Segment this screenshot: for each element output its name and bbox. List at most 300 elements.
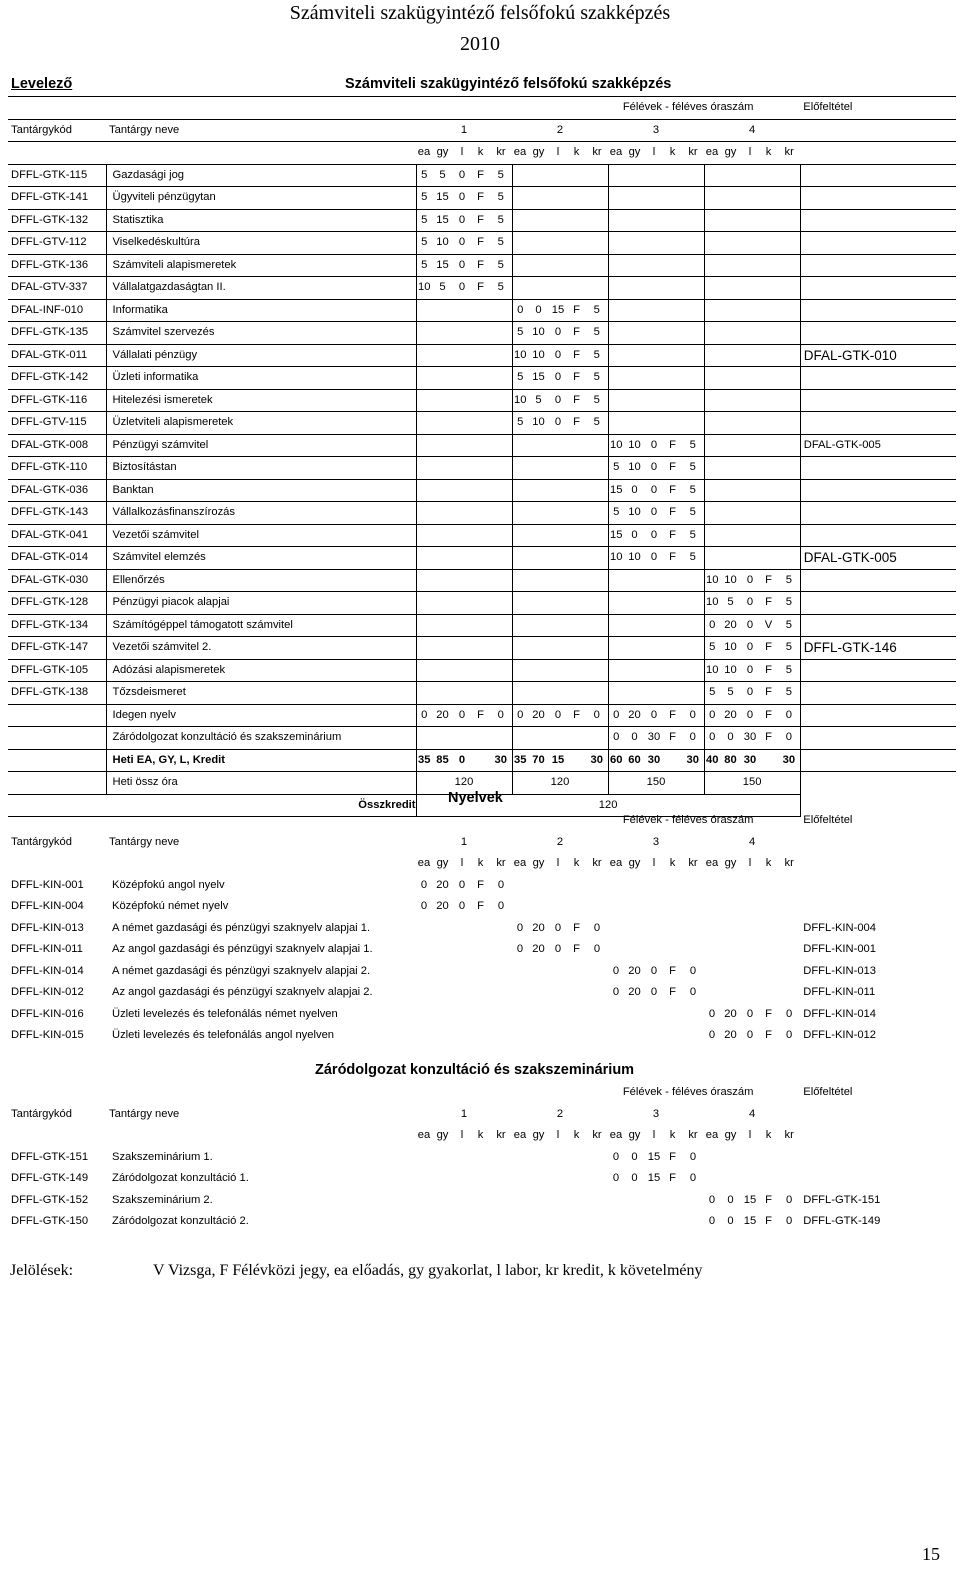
semester-cell (759, 479, 778, 502)
semester-cell: 10 (432, 232, 453, 255)
subcol-header: l (453, 142, 471, 165)
header-spacer (106, 853, 416, 875)
semester-cell (663, 209, 682, 232)
semester-cell (567, 749, 586, 772)
semester-cell: 0 (741, 682, 759, 705)
semester-cell (720, 277, 741, 300)
table-row (8, 961, 956, 983)
semester-cell (416, 1147, 432, 1169)
semester-cell (471, 1004, 490, 1026)
course-name: Szakszeminárium 2. (112, 1193, 213, 1206)
semester-cell (512, 961, 528, 983)
semester-cell: 5 (682, 502, 704, 525)
semester-cell (490, 1168, 512, 1190)
semester-cell (567, 277, 586, 300)
semester-cell (528, 187, 549, 210)
semester-cell (704, 1147, 720, 1169)
semester-cell: 20 (436, 900, 449, 912)
course-name: Üzleti levelezés és telefonálás angol nyelven (112, 1029, 335, 1041)
semester-cell (549, 614, 567, 637)
subcol-header: ea (609, 1129, 623, 1141)
semesters-header: Félévek - féléves óraszám (416, 97, 800, 120)
semester-cell (471, 389, 490, 412)
semester-cell (512, 457, 528, 480)
semester-cell: 5 (528, 389, 549, 412)
subcol-header: gy (528, 142, 549, 165)
semester-cell: F (669, 964, 676, 977)
semester-cell (528, 727, 549, 750)
semester-cell: 5 (682, 547, 704, 570)
semester-cell (567, 1211, 586, 1233)
semester-cell (432, 1025, 453, 1047)
code-header: Tantárgykód (11, 835, 72, 848)
semester-cell (759, 875, 778, 897)
semesters-header: Félévek - féléves óraszám (622, 814, 754, 826)
semester-cell: 0 (689, 1150, 697, 1163)
table-row (8, 896, 956, 918)
semester-cell: 0 (645, 524, 663, 547)
semester-cell (490, 727, 512, 750)
semester-cell (453, 682, 471, 705)
table-row (8, 875, 956, 897)
semester-cell (432, 547, 453, 570)
semester-cell (490, 524, 512, 547)
semester-cell: 0 (516, 943, 524, 955)
semester-cell: 5 (512, 322, 528, 345)
subcol-header: kr (586, 142, 608, 165)
course-name: Adózási alapismeretek (106, 659, 416, 682)
subcol-header: k (471, 142, 490, 165)
semester-cell (416, 614, 432, 637)
semester-cell: 0 (593, 921, 601, 934)
semester-cell: 30 (778, 749, 800, 772)
subcol-header: k (663, 142, 682, 165)
grand-total-label: Összkredit (106, 794, 416, 817)
semester-cell (490, 961, 512, 983)
semester-cell (663, 569, 682, 592)
grand-total-value: 120 (416, 794, 800, 817)
semester-cell: 20 (624, 704, 645, 727)
semester-cell: 0 (650, 986, 658, 998)
semester-cell (682, 412, 704, 435)
prerequisite (800, 299, 956, 322)
semester-cell: 30 (645, 749, 663, 772)
semester-cell (416, 982, 432, 1004)
semester-cell (741, 896, 759, 918)
course-name: Üzleti levelezés és telefonálás német nyelven (112, 1007, 338, 1020)
semester-cell (741, 389, 759, 412)
semester-cell (512, 434, 528, 457)
course-code: DFFL-GTK-135 (8, 322, 106, 345)
semester-cell: 5 (720, 682, 741, 705)
semester-cell (471, 961, 490, 983)
table-row (8, 164, 956, 187)
semester-cell (645, 939, 663, 961)
semester-cell: 5 (432, 277, 453, 300)
semester-cell: 15 (432, 254, 453, 277)
header-spacer (8, 853, 106, 875)
semester-cell (704, 344, 720, 367)
subcol-header: ea (705, 857, 719, 869)
semester-cell (453, 614, 471, 637)
semester-number: 4 (749, 835, 756, 848)
semester-cell (741, 322, 759, 345)
semester-cell: 0 (549, 344, 567, 367)
semester-cell (663, 875, 682, 897)
table-row (8, 1211, 956, 1233)
course-code: DFFL-GTV-112 (8, 232, 106, 255)
languages-section (8, 788, 956, 1047)
course-name: Ellenőrzés (106, 569, 416, 592)
semester-cell (471, 982, 490, 1004)
semester-cell: 15 (528, 367, 549, 390)
semester-cell (490, 344, 512, 367)
semester-cell (778, 457, 800, 480)
semester-cell (471, 1211, 490, 1233)
semester-cell: 0 (786, 1193, 793, 1206)
semester-cell (741, 277, 759, 300)
semester-cell (490, 412, 512, 435)
semester-cell (608, 299, 624, 322)
semester-cell: 5 (432, 164, 453, 187)
course-code: DFAL-GTV-337 (8, 277, 106, 300)
course-name: Tőzsdeismeret (106, 682, 416, 705)
semester-cell (778, 412, 800, 435)
semester-cell: 5 (416, 232, 432, 255)
prerequisite: DFAL-GTK-005 (800, 434, 956, 457)
header-row-semesters (8, 97, 956, 120)
semester-cell (663, 254, 682, 277)
semester-cell (741, 918, 759, 940)
prerequisite (800, 209, 956, 232)
semester-cell: 15 (432, 187, 453, 210)
semester-cell (720, 254, 741, 277)
semester-cell (624, 209, 645, 232)
semester-cell (663, 659, 682, 682)
semester-cell: F (759, 592, 778, 615)
semester-cell (416, 322, 432, 345)
semester-cell (663, 682, 682, 705)
semester-cell (586, 277, 608, 300)
subcol-header: ea (513, 1129, 527, 1141)
semester-cell: 80 (720, 749, 741, 772)
prerequisite: DFAL-GTK-005 (800, 547, 956, 570)
prereq-header: Előfeltétel (803, 1086, 853, 1098)
semester-cell (432, 1147, 453, 1169)
semester-cell (645, 412, 663, 435)
semester-cell (624, 614, 645, 637)
weekly-total-value: 120 (416, 772, 512, 795)
course-code: DFAL-GTK-011 (8, 344, 106, 367)
semester-cell: 10 (720, 569, 741, 592)
semester-cell (528, 502, 549, 525)
semester-cell: 20 (532, 943, 545, 955)
semester-cell (645, 1004, 663, 1026)
semester-cell (471, 457, 490, 480)
semester-cell: 10 (624, 434, 645, 457)
semester-cell: 0 (682, 727, 704, 750)
subcol-header: gy (532, 1129, 545, 1141)
semester-cell: F (573, 943, 580, 955)
header-row-titles (8, 832, 956, 854)
semester-cell (586, 434, 608, 457)
semester-cell: F (567, 344, 586, 367)
semester-cell (759, 1168, 778, 1190)
semester-cell (528, 637, 549, 660)
semester-cell (720, 1147, 741, 1169)
semester-cell (490, 569, 512, 592)
semester-cell (720, 164, 741, 187)
semester-cell: F (471, 209, 490, 232)
semester-cell: 5 (586, 299, 608, 322)
semester-cell (682, 1190, 704, 1212)
prerequisite: DFFL-KIN-012 (803, 1029, 877, 1041)
semester-cell (608, 254, 624, 277)
semester-cell (663, 299, 682, 322)
header-spacer (106, 97, 416, 120)
semester-cell (567, 209, 586, 232)
semester-cell: F (471, 704, 490, 727)
header-row-subcols (8, 142, 956, 165)
semester-cell (512, 187, 528, 210)
table-row (8, 704, 956, 727)
table-row (8, 412, 956, 435)
semester-cell: 10 (704, 659, 720, 682)
prerequisite (800, 254, 956, 277)
semester-cell: F (573, 921, 580, 934)
subcol-header: l (652, 857, 656, 869)
semester-cell (567, 434, 586, 457)
prerequisite (800, 682, 956, 705)
semester-cell (586, 637, 608, 660)
semester-cell (528, 277, 549, 300)
semester-cell (645, 659, 663, 682)
semester-cell (663, 1004, 682, 1026)
subcol-header: kr (784, 857, 794, 869)
semester-cell: F (567, 704, 586, 727)
semester-cell: 5 (608, 457, 624, 480)
semester-cell (608, 875, 624, 897)
semester-cell (720, 982, 741, 1004)
semester-cell (759, 982, 778, 1004)
semester-cell: 0 (786, 1029, 793, 1041)
semester-cell (720, 209, 741, 232)
semester-cell (704, 412, 720, 435)
semester-cell: 10 (512, 344, 528, 367)
semester-cell (512, 254, 528, 277)
semester-cell: F (471, 254, 490, 277)
semester-cell: 0 (741, 569, 759, 592)
semester-cell (624, 569, 645, 592)
semester-cell: 0 (682, 704, 704, 727)
header-year: 2010 (460, 33, 500, 55)
semester-cell: 5 (490, 232, 512, 255)
semester-cell: 5 (778, 682, 800, 705)
prerequisite (800, 367, 956, 390)
semester-cell: 0 (786, 1007, 793, 1020)
course-code: DFFL-KIN-015 (11, 1029, 84, 1041)
semester-cell: 0 (549, 367, 567, 390)
semester-cell: F (759, 704, 778, 727)
semester-cell (586, 1025, 608, 1047)
semester-cell (778, 918, 800, 940)
semester-cell (453, 524, 471, 547)
semester-cell: 5 (490, 254, 512, 277)
semester-cell (490, 659, 512, 682)
semester-cell (512, 164, 528, 187)
semester-number: 2 (556, 835, 564, 848)
course-code: DFFL-GTK-115 (8, 164, 106, 187)
semester-cell (453, 592, 471, 615)
semester-cell (567, 1147, 586, 1169)
semester-cell (624, 232, 645, 255)
prerequisite (800, 727, 956, 750)
semester-cell (663, 277, 682, 300)
semester-cell (682, 367, 704, 390)
semester-cell (741, 547, 759, 570)
semester-cell: 20 (628, 964, 641, 977)
semester-cell (512, 1211, 528, 1233)
semester-cell (549, 896, 567, 918)
semester-cell (645, 592, 663, 615)
semester-cell: 15 (549, 749, 567, 772)
semester-cell: F (471, 187, 490, 210)
semester-cell (528, 961, 549, 983)
course-code: DFFL-GTK-136 (8, 254, 106, 277)
course-name: A német gazdasági és pénzügyi szaknyelv alapjai 1. (112, 921, 371, 934)
course-name: Középfokú angol nyelv (112, 878, 225, 891)
course-code: DFFL-GTV-115 (8, 412, 106, 435)
semester-cell (528, 614, 549, 637)
semester-cell (490, 637, 512, 660)
semester-number: 3 (652, 1107, 660, 1120)
semester-cell (549, 592, 567, 615)
semester-cell (453, 367, 471, 390)
semester-cell (490, 592, 512, 615)
subcol-header: kr (688, 857, 698, 869)
semester-cell (549, 187, 567, 210)
semester-cell (490, 1190, 512, 1212)
semester-cell (416, 299, 432, 322)
semester-cell: 0 (746, 1007, 754, 1020)
semester-cell: 0 (778, 704, 800, 727)
semester-cell (778, 299, 800, 322)
semester-cell (567, 982, 586, 1004)
semester-cell: 0 (708, 1029, 716, 1041)
semester-cell (663, 592, 682, 615)
semester-cell: F (567, 299, 586, 322)
header-spacer (106, 1082, 416, 1104)
semester-cell (567, 592, 586, 615)
semester-cell (608, 277, 624, 300)
semester-cell (567, 1025, 586, 1047)
semester-cell (645, 209, 663, 232)
semester-cell (759, 277, 778, 300)
course-code: DFAL-GTK-014 (8, 547, 106, 570)
semester-cell (567, 896, 586, 918)
course-name: Vezetői számvitel (106, 524, 416, 547)
table-row (8, 502, 956, 525)
semester-cell (778, 1168, 800, 1190)
semester-cell (512, 592, 528, 615)
semester-cell (416, 412, 432, 435)
header-row-semesters (8, 810, 956, 832)
semester-cell (567, 1168, 586, 1190)
semester-cell (490, 434, 512, 457)
semester-cell (567, 569, 586, 592)
semester-cell (416, 1190, 432, 1212)
semester-cell: F (663, 457, 682, 480)
main-curriculum-table (8, 96, 956, 817)
semester-cell (567, 659, 586, 682)
semester-cell (741, 1147, 759, 1169)
thesis-table (8, 1082, 956, 1233)
semester-cell (432, 389, 453, 412)
semester-cell: F (663, 479, 682, 502)
semester-cell (624, 1190, 645, 1212)
semester-cell: 15 (743, 1193, 757, 1206)
semester-cell (432, 637, 453, 660)
subcol-header: gy (628, 1129, 641, 1141)
semester-cell (416, 1168, 432, 1190)
semester-cell (741, 254, 759, 277)
semester-cell (645, 896, 663, 918)
legend-text: V Vizsga, F Félévközi jegy, ea előadás, gy gyakorlat, l labor, kr kredit, k követelmény (153, 1262, 703, 1279)
header-spacer (8, 1125, 106, 1147)
semester-cell (432, 367, 453, 390)
semester-cell (682, 322, 704, 345)
table-row (8, 659, 956, 682)
subcol-header: l (556, 857, 560, 869)
header-spacer (106, 142, 416, 165)
semester-cell (645, 277, 663, 300)
semester-cell (778, 322, 800, 345)
semester-number: 4 (749, 1107, 756, 1120)
semester-cell: 30 (741, 727, 759, 750)
semester-cell: F (663, 547, 682, 570)
semester-cell: 0 (453, 164, 471, 187)
semester-cell (624, 637, 645, 660)
semester-cell (624, 592, 645, 615)
course-code: DFFL-GTK-110 (8, 457, 106, 480)
course-name: Záródolgozat konzultáció 2. (112, 1215, 249, 1227)
course-code: DFFL-GTK-152 (11, 1193, 89, 1206)
semester-cell: F (471, 277, 490, 300)
semester-cell: 5 (490, 209, 512, 232)
subcol-header: ea (608, 142, 624, 165)
semester-cell: 0 (708, 1007, 716, 1020)
semester-cell (432, 727, 453, 750)
semester-cell: 0 (645, 457, 663, 480)
semester-cell (759, 209, 778, 232)
semester-cell (471, 749, 490, 772)
semester-cell (608, 1211, 624, 1233)
semester-cell (645, 322, 663, 345)
semester-cell (778, 875, 800, 897)
semester-cell (567, 479, 586, 502)
semester-cell: F (471, 232, 490, 255)
semester-cell (704, 367, 720, 390)
semester-cell (432, 982, 453, 1004)
course-code: DFFL-KIN-001 (11, 878, 84, 891)
semester-cell: 0 (497, 900, 505, 912)
code-header: Tantárgykód (11, 1107, 72, 1120)
semester-cell (759, 389, 778, 412)
semester-cell (567, 232, 586, 255)
semester-cell: 0 (727, 1193, 734, 1206)
semester-cell: 5 (586, 322, 608, 345)
semester-cell (586, 232, 608, 255)
